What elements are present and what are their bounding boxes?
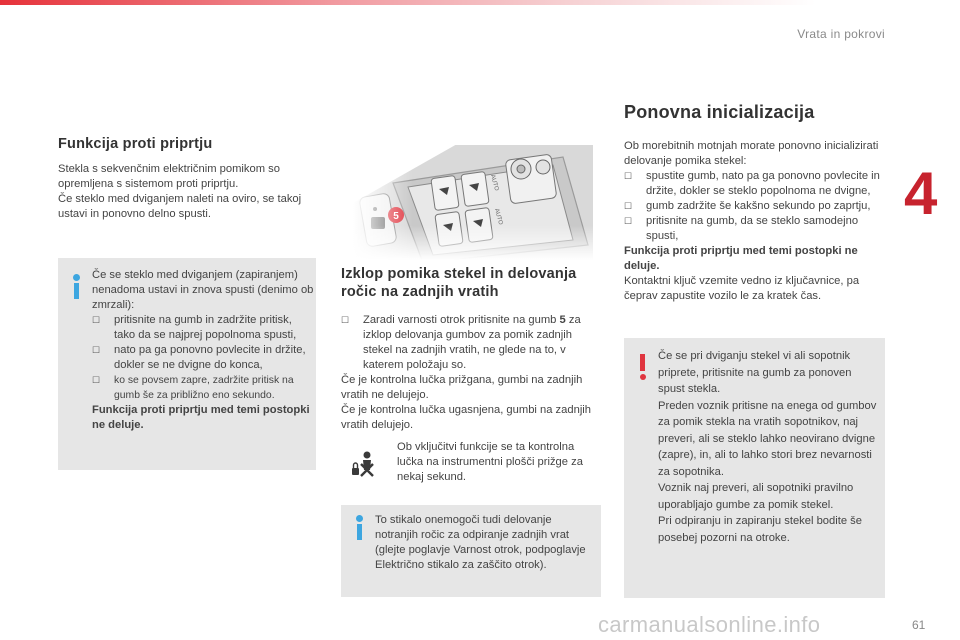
frost-bullet-1: ☐ pritisnite na gumb in zadržite pritisk, tako da se najprej popolnoma spusti, [92,313,314,343]
reinit-intro: Ob morebitnih motnjah morate ponovno inicializirati delovanje pomika stekel: [624,140,879,167]
chapter-number: 4 [904,160,938,227]
anti-pinch-section [58,136,308,222]
info-icon [71,274,83,300]
reinit-bullet-1: ☐ spustite gumb, nato pa ga ponovno povlecite in držite, dokler se steklo popolnoma ne dvigne, [624,169,889,199]
rear-lock-bullet-pre: Zaradi varnosti otrok pritisnite na gumb [363,314,557,326]
warning-para-3: Voznik naj preveri, ali sopotniki pravilno uporabljajo gumbe za pomik stekel. [658,482,854,511]
rear-lock-bullet [341,313,603,373]
warning-box-pinch [624,338,885,598]
anti-pinch-para-2: Če steklo med dviganjem naleti na oviro, se takoj ustavi in ponovno delno spusti. [58,193,302,220]
anti-pinch-para-1: Stekla s sekvenčnim električnim pomikom so opremljena s sistemom proti priprtju. [58,163,280,190]
rear-lock-bullet-post: za izklop delovanja gumbov za pomik zadnjih stekel na zadnjih vratih, ne glede na to, v katerem položaju so. [363,314,581,371]
warning-para-4: Pri odpiranju in zapiranju stekel bodite še posebej pozorni na otroke. [658,515,862,544]
section-header: Vrata in pokrovi [797,27,885,41]
warning-para-1: Če se pri dviganju stekel vi ali sopotnik priprete, pritisnite na gumb za ponoven spust stekla. [658,350,852,395]
info-icon [354,515,366,541]
button-5-ref: 5 [559,314,566,326]
reinit-section [624,102,889,304]
frost-bullet-3: ☐ ko se povsem zapre, zadržite pritisk na gumb še za približno eno sekundo. [92,373,314,403]
watermark: carmanualsonline.info [598,612,821,637]
child-lock-warning-lamp-icon [349,448,381,480]
warning-exclamation-icon [637,354,649,380]
rear-lock-off-para: Če je kontrolna lučka ugasnjena, gumbi na zadnjih vratih delujejo. [341,404,592,431]
reinit-bullet-3: ☐ pritisnite na gumb, da se steklo samodejno spusti, [624,214,889,244]
child-lock-note: To stikalo onemogoči tudi delovanje notranjih ročic za odpiranje zadnjih vrat (glejte poglavje Varnost otrok, podpoglavje Električno stikalo za zaščito otrok). [375,514,586,571]
reinit-key-note: Kontaktni ključ vzemite vedno iz ključavnice, pa čeprav zapustite vozilo le za kratek čas. [624,275,860,302]
rear-lock-lit-para: Če je kontrolna lučka prižgana, gumbi na zadnjih vratih ne delujejo. [341,374,583,401]
rear-lock-heading: Izklop pomika stekel in delovanja ročic na zadnjih vratih [341,266,577,300]
warning-para-2: Preden voznik pritisne na enega od gumbov za pomik stekla na vratih sopotnikov, naj preveri, ali se steklo lahko neovirano dvigne (zapre), in, ali to lahko stori brez nevarnosti za sopotnika. [658,399,877,478]
frost-bold-note: Funkcija proti priprtju med temi postopki ne deluje. [92,404,310,431]
frost-intro: Če se steklo med dviganjem (zapiranjem) nenadoma ustavi in znova spusti (denimo ob zmrzali): [92,269,314,311]
door-switch-panel-illustration [353,145,593,260]
info-box-frost [58,258,316,470]
anti-pinch-heading: Funkcija proti priprtju [58,136,213,152]
page-number: 61 [912,618,926,632]
info-box-child-lock [341,505,601,597]
reinit-heading: Ponovna inicializacija [624,102,815,122]
reinit-bullet-2: ☐ gumb zadržite še kakšno sekundo po zaprtju, [624,199,889,214]
indicator-lamp-text: Ob vključitvi funkcije se ta kontrolna lučka na instrumentni plošči prižge za nekaj sekund. [397,441,583,483]
indicator-lamp-block [341,438,603,488]
frost-bullet-2: ☐ nato pa ga ponovno povlecite in držite, dokler se ne dvigne do konca, [92,343,314,373]
reinit-bold-note: Funkcija proti priprtju med temi postopki ne deluje. [624,245,858,272]
rear-lock-section [341,265,603,433]
top-gradient-bar [0,0,960,5]
